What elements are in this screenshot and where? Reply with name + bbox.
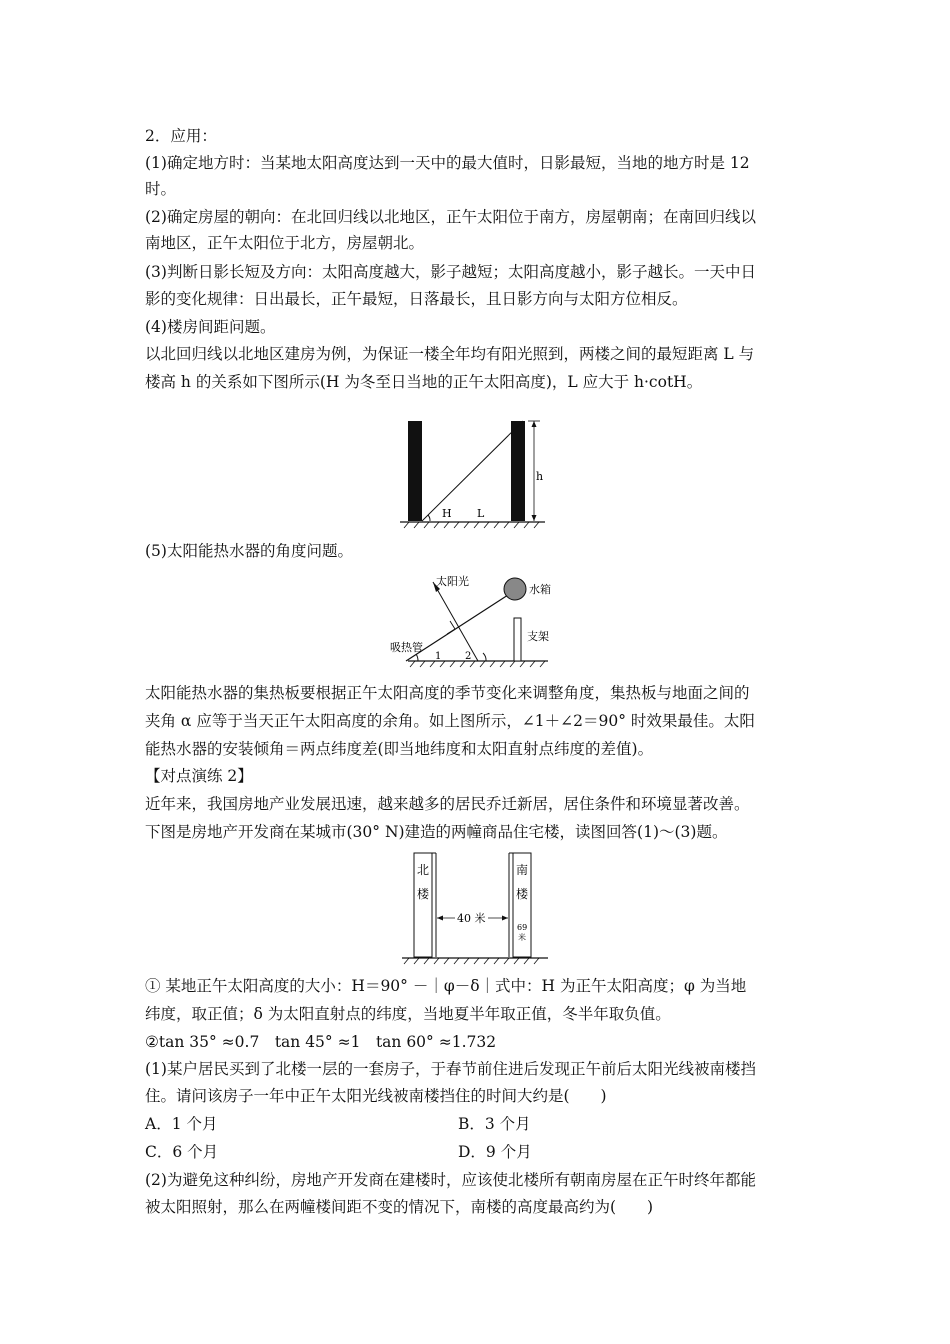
south-building (511, 421, 525, 521)
south-label-2: 楼 (516, 887, 529, 901)
north-label-1: 北 (417, 863, 430, 877)
paragraph-line: (3)判断日影长短及方向：太阳高度越大，影子越短；太阳高度越小，影子越长。一天中日 (145, 263, 756, 281)
angle-label: H (442, 507, 452, 520)
north-label-2: 楼 (417, 887, 430, 901)
distance-arrow-left (437, 916, 443, 921)
question-2-line: (2)为避免这种纠纷，房地产开发商在建楼时，应该使北楼所有朝南房屋在正午时终年都能 (145, 1171, 756, 1189)
angle-arc (428, 515, 430, 521)
paragraph-line: (1)确定地方时：当某地太阳高度达到一天中的最大值时，日影最短，当地的地方时是 12 (145, 154, 750, 172)
north-building (408, 421, 422, 521)
height-label: h (536, 470, 544, 483)
paragraph-line: 时。 (145, 180, 177, 198)
heading-application: 2．应用： (145, 127, 217, 145)
paragraph-line: ① 某地正午太阳高度的大小：H＝90° －｜φ－δ｜式中：H 为正午太阳高度；φ 为当地 (145, 977, 747, 995)
option-a[interactable]: A．1 个月 (145, 1115, 218, 1133)
tank-label: 水箱 (529, 583, 551, 596)
paragraph-line: 影的变化规律：日出最长，正午最短，日落最长，且日影方向与太阳方位相反。 (145, 290, 688, 308)
paragraph-line: 南地区，正午太阳位于北方，房屋朝北。 (145, 234, 425, 252)
stand-label: 支架 (527, 630, 549, 643)
question-1-line: 住。请问该房子一年中正午太阳光线被南楼挡住的时间大约是( ) (145, 1087, 607, 1105)
ground-hatching (404, 958, 539, 964)
paragraph-line: (5)太阳能热水器的角度问题。 (145, 542, 353, 560)
building-spacing-figure (400, 412, 550, 530)
paragraph-line: 楼高 h 的关系如下图所示(H 为冬至日当地的正午太阳高度)，L 应大于 h·cotH。 (145, 373, 703, 391)
ground-hatching (404, 522, 539, 528)
paragraph-line: (4)楼房间距问题。 (145, 318, 276, 336)
angle-2-label: 2 (465, 651, 472, 662)
paragraph-line: 以北回归线以北地区建房为例，为保证一楼全年均有阳光照到，两楼之间的最短距离 L 与 (145, 345, 755, 363)
paragraph-line: 下图是房地产开发商在某城市(30° N)建造的两幢商品住宅楼，读图回答(1)～(3)题。 (145, 823, 728, 841)
solar-heater-figure (388, 568, 568, 668)
paragraph-line: 能热水器的安装倾角＝两点纬度差(即当地纬度和太阳直射点纬度的差值)。 (145, 740, 654, 758)
question-2-line: 被太阳照射，那么在两幢楼间距不变的情况下，南楼的高度最高约为( ) (145, 1198, 654, 1216)
paragraph-line: 夹角 α 应等于当天正午太阳高度的余角。如上图所示，∠1＋∠2＝90° 时效果最佳。太阳 (145, 712, 755, 730)
paragraph-line: 近年来，我国房地产业发展迅速，越来越多的居民乔迁新居，居住条件和环境显著改善。 (145, 795, 750, 813)
option-b[interactable]: B．3 个月 (458, 1115, 531, 1133)
dim-arrow-top (532, 421, 537, 427)
south-label-1: 南 (516, 863, 529, 877)
paragraph-line: 太阳能热水器的集热板要根据正午太阳高度的季节变化来调整角度，集热板与地面之间的 (145, 684, 750, 702)
option-c[interactable]: C．6 个月 (145, 1143, 219, 1161)
tube-label: 吸热管 (390, 641, 423, 654)
option-d[interactable]: D．9 个月 (458, 1143, 532, 1161)
support-stand (514, 618, 521, 661)
residential-buildings-figure (400, 846, 550, 968)
dim-arrow-bottom (532, 515, 537, 521)
angle-1-label: 1 (435, 651, 442, 662)
paragraph-line: (2)确定房屋的朝向：在北回归线以北地区，正午太阳位于南方，房屋朝南；在南回归线以 (145, 208, 756, 226)
exercise-heading: 【对点演练 2】 (145, 767, 253, 785)
sun-ray (422, 421, 523, 521)
paragraph-line: 纬度，取正值；δ 为太阳直射点的纬度，当地夏半年取正值，冬半年取负值。 (145, 1005, 671, 1023)
sun-ray (433, 582, 478, 661)
ground-hatching (410, 661, 545, 667)
distance-label: 40 米 (457, 912, 486, 925)
distance-label: L (477, 507, 485, 520)
angle-1-arc (416, 654, 418, 661)
paragraph-line: ②tan 35° ≈0.7 tan 45° ≈1 tan 60° ≈1.732 (145, 1033, 497, 1051)
distance-arrow-right (502, 916, 508, 921)
height-label-1: 69 (517, 923, 528, 932)
angle-2-arc (483, 653, 486, 661)
height-label-2: 米 (518, 933, 526, 942)
sunlight-label: 太阳光 (436, 575, 469, 588)
question-1-line: (1)某户居民买到了北楼一层的一套房子，于春节前住进后发现正午前后太阳光线被南楼挡 (145, 1060, 756, 1078)
water-tank (504, 578, 526, 600)
